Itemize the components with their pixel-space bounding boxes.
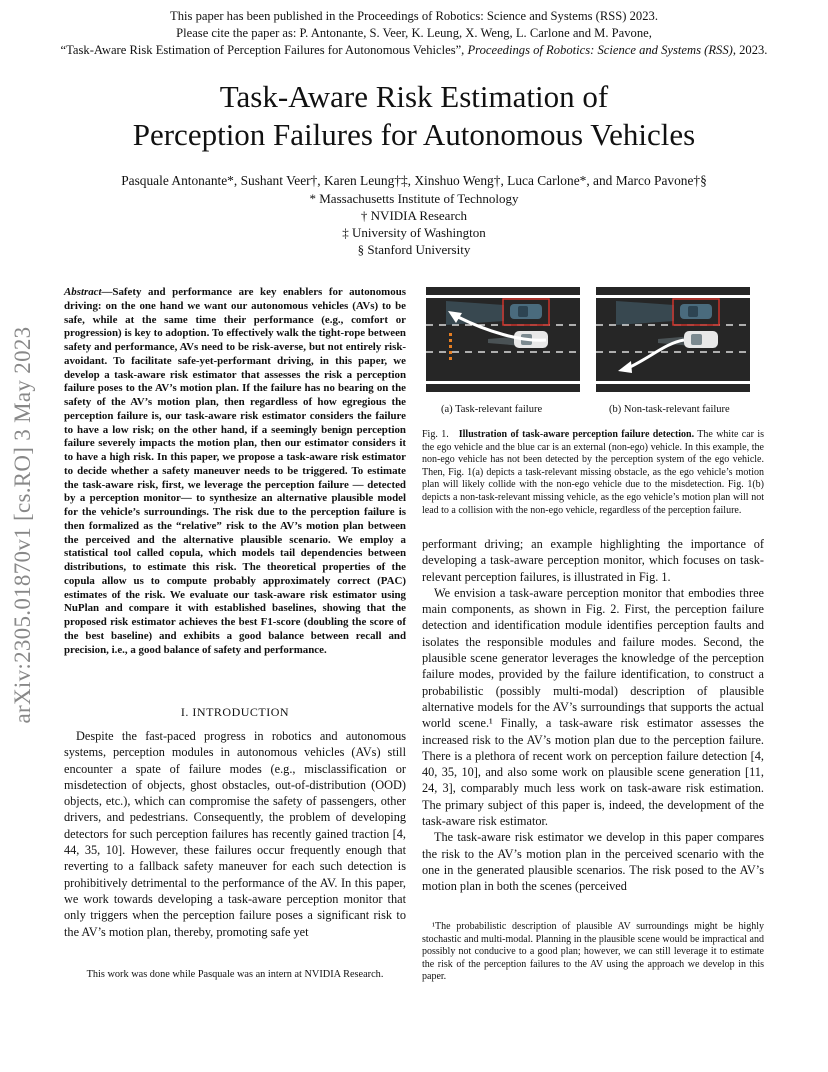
author-list: Pasquale Antonante*, Sushant Veer†, Karen Leung†‡, Xinshuo Weng†, Luca Carlone*, and Marco Pavone†§	[121, 173, 707, 188]
paper-title-line-2: Perception Failures for Autonomous Vehicles	[132, 117, 696, 152]
right-column-text	[422, 536, 764, 895]
footnote-1-text: ¹The probabilistic description of plausible AV surroundings might be highly stochastic and multi-modal. Planning in the plausible scene would be impractical and possibly not conducive to a good plan; however, we can still leverage it to estimate the risk of the perception failures to the AV using the approach we develop in this paper.	[422, 921, 764, 983]
notice-line-3	[0, 42, 828, 59]
paper-title	[0, 78, 828, 154]
footnote-1	[422, 921, 764, 984]
task-relevant-failure-illustration	[426, 287, 580, 392]
notice-line-2: Please cite the paper as: P. Antonante, S. Veer, K. Leung, X. Weng, L. Carlone and M. Pavone,	[176, 26, 652, 40]
subcaption-a: (a) Task-relevant failure	[441, 404, 543, 415]
subcaption-b: (b) Non-task-relevant failure	[609, 404, 730, 415]
right-paragraph-3: The task-aware risk estimator we develop in this paper compares the risk to the AV’s motion plan in the perceived scenario with the one in the generated plausible scenarios. The risk posed to the AV’s motion plan in both the scenes (perceived	[422, 830, 764, 894]
section-heading-introduction: I. INTRODUCTION	[180, 705, 290, 719]
author-footnote: This work was done while Pasquale was an intern at NVIDIA Research.	[86, 969, 384, 980]
affiliation-mit: * Massachusetts Institute of Technology	[309, 191, 519, 206]
notice-citation-year: , 2023.	[732, 43, 768, 57]
introduction-text	[64, 728, 406, 940]
figure-1	[426, 287, 750, 392]
non-task-relevant-failure-illustration	[596, 287, 750, 392]
affiliation-uw: ‡ University of Washington	[342, 225, 486, 240]
arxiv-identifier: arXiv:2305.01870v1 [cs.RO] 3 May 2023	[10, 326, 35, 724]
right-paragraph-1: performant driving; an example highlighting the importance of developing a task-aware perception monitor, which focuses on task-relevant perception failures, is illustrated in Fig. 1.	[422, 537, 764, 584]
figure-caption-title: Illustration of task-aware perception failure detection.	[458, 429, 695, 440]
figure-panel-a	[426, 287, 580, 392]
publication-notice	[0, 8, 828, 59]
notice-citation-venue: Proceedings of Robotics: Science and Systems (RSS)	[467, 43, 733, 57]
paper-title-line-1: Task-Aware Risk Estimation of	[219, 79, 609, 114]
figure-caption-label: Fig. 1.	[422, 429, 449, 440]
notice-line-1: This paper has been published in the Proceedings of Robotics: Science and Systems (RSS) 2023.	[170, 9, 658, 23]
abstract	[64, 286, 406, 657]
arxiv-sidebar	[0, 285, 49, 765]
right-paragraph-2: We envision a task-aware perception monitor that embodies three main components, as shown in Fig. 2. First, the perception failure detection and identification module identifies perception faults and isolates the responsible modules and failure modes. Second, the plausible scene generator leverages the knowledge of the perception failure modes, provided by the failure identification, to construct a probabilistic (possibly multi-modal) description of plausible alternative models for the AV’s surroundings that supports the actual world scene.¹ Finally, a task-aware risk estimator assesses the increased risk to the AV’s motion plan due to the perception failure. There is a plethora of recent work on perception failure detection [4, 40, 35, 10], and also some work on plausible scene generation [11, 24, 3], comparably much less work on task-aware risk estimation. The primary subject of this paper is, indeed, the development of the task-aware risk estimator.	[422, 585, 764, 829]
affiliation-nvidia: † NVIDIA Research	[360, 208, 468, 223]
figure-caption	[422, 429, 764, 517]
abstract-text: —Safety and performance are key enablers for autonomous driving: on the one hand we want our autonomous vehicles (AVs) to be safe, while at the same time their performance (e.g., comfort or progression) is key to adoption. To effectively walk the tight-rope between safety and performance, AVs need to be risk-averse, but not entirely risk-avoidant. To facilitate safe-yet-performant driving, in this paper, we develop a task-aware risk estimator that assesses the risk a perception failure poses to the AV’s motion plan. If the failure has no bearing on the safety of the AV’s motion plan, then regardless of how egregious the perception failure is, our task-aware risk estimator considers the failure to have a low risk; on the other hand, if a seemingly benign perception failure severely impacts the motion plan, then our estimator considers it to have a high risk. In this paper, we propose a task-aware risk estimator to decide whether a safety maneuver needs to be triggered. To estimate the task-aware risk, first, we leverage the perception failure — detected by a perception monitor— to synthesize an alternative plausible model for the vehicle’s surroundings. The risk due to the perception failure is then formalized as the “relative” risk to the AV’s motion plan between the perceived and the alternative plausible scenario. We employ a statistical tool called copula, which models tail dependencies between distributions, to estimate this risk. The theoretical properties of the copula allow us to compute probably approximately correct (PAC) estimates of the risk. We evaluate our task-aware risk estimator using NuPlan and compare it with established baselines, showing that the proposed risk estimator achieves the best F1-score (doubling the score of the best baseline) and exhibits a good balance between recall and precision, i.e., a good balance of safety and performance.	[64, 286, 406, 656]
intro-paragraph: Despite the fast-paced progress in robotics and autonomous systems, perception modules in autonomous vehicles (AVs) still encounter a spate of failure modes (e.g., misclassification or misdetection of objects, ghost obstacles, out-of-distribution (OOD) objects, etc.), which can compromise the safety of passengers, other drivers, and pedestrians. Consequently, the problem of developing detectors for such perception failures has recently gained traction [4, 44, 35, 10]. However, these failures occur frequently enough that reverting to a fallback safety maneuver for each such detection is prohibitively detrimental to the performance of the AV. In this paper, we work towards developing a task-aware perception monitor that only triggers when the perception failure poses a significant risk to the AV’s motion plan, thereby, promoting safe yet	[64, 729, 406, 939]
notice-citation-title: “Task-Aware Risk Estimation of Perception Failures for Autonomous Vehicles”,	[60, 43, 468, 57]
figure-caption-text: The white car is the ego vehicle and the blue car is an external (non-ego) vehicle. In this example, the non-ego vehicle has not been detected by the perception system of the ego vehicle. Then, Fig. 1(a) depicts a task-relevant missing obstacle, as the ego vehicle’s motion plan will likely collide with the non-ego vehicle due to the misdetection. Fig. 1(b) depicts a non-task-relevant missing vehicle, as the ego vehicle’s motion plan will not lead to a collision with the non-ego vehicle, regardless of the perception failure.	[422, 429, 764, 516]
figure-panel-b	[596, 287, 750, 392]
affiliation-stanford: § Stanford University	[357, 242, 471, 257]
abstract-lead: Abstract	[64, 286, 102, 298]
